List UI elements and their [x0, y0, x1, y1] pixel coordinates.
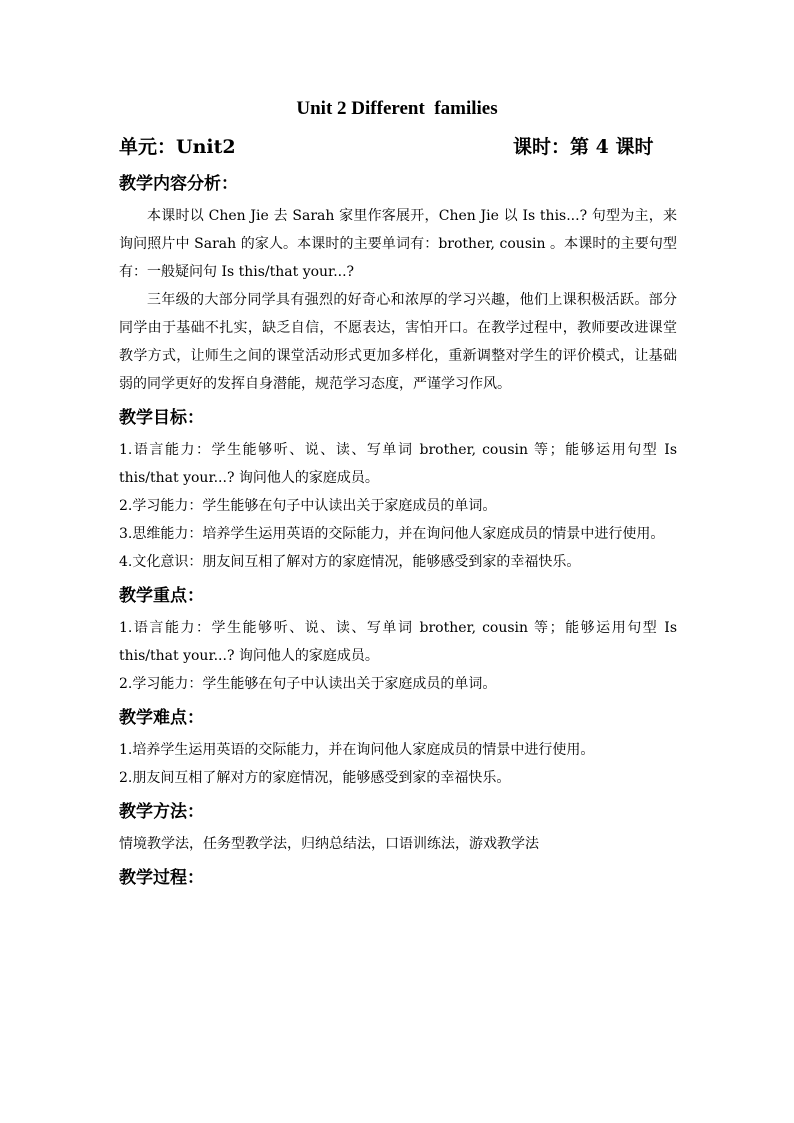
difficulty-item: 1.培养学生运用英语的交际能力，并在询问他人家庭成员的情景中进行使用。: [119, 742, 595, 758]
key-points-section: [119, 584, 677, 698]
objective-item: 2.学习能力：学生能够在句子中认读出关于家庭成员的单词。: [119, 498, 497, 514]
student-analysis-paragraph: 三年级的大部分同学具有强烈的好奇心和浓厚的学习兴趣，他们上课积极活跃。部分同学由于基础不扎实，缺乏自信，不愿表达，害怕开口。在教学过程中，教师要改进课堂教学方式，让师生之间的课堂活动形式更加多样化，重新调整对学生的评价模式，让基础弱的同学更好的发挥自身潜能，规范学习态度，严谨学习作风。: [119, 292, 677, 392]
difficulty-item: 2.朋友间互相了解对方的家庭情况，能够感受到家的幸福快乐。: [119, 770, 511, 786]
document-body: [119, 172, 677, 898]
objective-item: 1.语言能力：学生能够听、说、读、写单词 brother, cousin 等；能够运用句型 Is this/that your...? 询问他人的家庭成员。: [119, 442, 677, 486]
methods-text: 情境教学法，任务型教学法，归纳总结法，口语训练法，游戏教学法: [119, 836, 539, 852]
objectives-heading: 教学目标：: [119, 408, 204, 428]
objective-item: 4.文化意识：朋友间互相了解对方的家庭情况，能够感受到家的幸福快乐。: [119, 554, 581, 570]
difficulties-heading: 教学难点：: [119, 708, 204, 728]
lesson-meta-row: [119, 133, 679, 161]
key-point-item: 1.语言能力：学生能够听、说、读、写单词 brother, cousin 等；能够运用句型 Is this/that your...? 询问他人的家庭成员。: [119, 620, 677, 664]
process-section: [119, 866, 677, 890]
document-title: Unit 2 Different families: [296, 98, 498, 119]
content-analysis-heading: 教学内容分析：: [119, 174, 238, 194]
key-point-item: 2.学习能力：学生能够在句子中认读出关于家庭成员的单词。: [119, 676, 497, 692]
process-heading: 教学过程：: [119, 868, 204, 888]
difficulties-section: [119, 706, 677, 792]
unit-label: 单元：Unit2: [119, 136, 236, 158]
content-analysis-section: [119, 172, 677, 398]
objective-item: 3.思维能力：培养学生运用英语的交际能力，并在询问他人家庭成员的情景中进行使用。: [119, 526, 665, 542]
lesson-label: 课时：第 4 课时: [513, 136, 654, 158]
methods-heading: 教学方法：: [119, 802, 204, 822]
content-analysis-paragraph: 本课时以 Chen Jie 去 Sarah 家里作客展开，Chen Jie 以 Is this...? 句型为主，来询问照片中 Sarah 的家人。本课时的主要单词有：brother, cousin 。本课时的主要句型有：一般疑问句 Is this/that your...?: [119, 208, 677, 280]
methods-section: [119, 800, 677, 858]
objectives-section: [119, 406, 677, 576]
key-points-heading: 教学重点：: [119, 586, 204, 606]
